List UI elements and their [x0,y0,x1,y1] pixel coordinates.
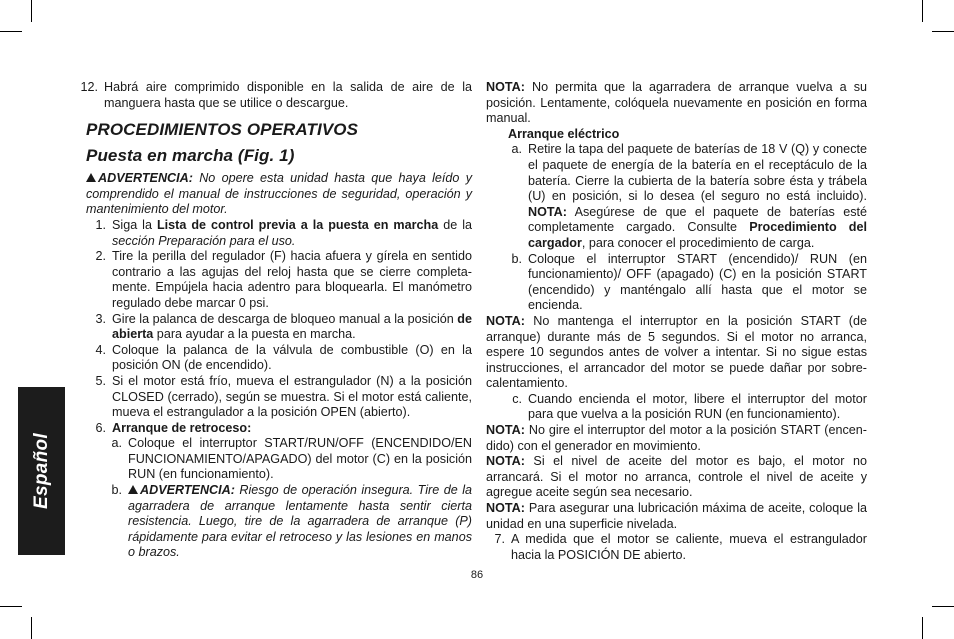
step-title: Arranque de retroceso: [112,420,252,435]
warning-triangle-icon [86,173,96,182]
step-2 [86,249,472,311]
warning-triangle-icon [128,485,138,494]
crop-mark-top-right-h [932,31,954,32]
step-number: 7. [494,532,505,547]
substep-letter: a. [111,436,122,451]
step-1 [86,218,472,249]
crop-mark-top-left-h [0,31,22,32]
note-label: NOTA: [486,423,525,438]
substep-letter: b. [111,483,122,498]
electric-start-heading: Arranque eléctrico [508,126,620,141]
language-tab-label: Español [30,432,52,510]
step-number: 12. [80,80,98,94]
step-text [112,312,472,343]
note-text: Para asegurar una lubricación máxima de aceite, coloque la unidad en una superficie nivelada. [486,501,867,531]
note-1 [486,80,867,127]
crop-mark-bottom-left-h [0,606,22,607]
substep-text-part: Asegúrese de que el paquete de baterías esté completamente cargado. Consulte [528,204,867,235]
note-label: NOTA: [486,313,525,328]
warning-text: Riesgo de operación insegura. Tire de la agarradera de arranque lentamente hasta sentir cierta resistencia. Luego, tire de la agarradera de arranque (P) rápidamente para evitar el retroceso y las lesiones en manos o brazos. [128,483,472,560]
electric-step-b [486,252,867,314]
warning-paragraph [86,171,472,218]
substep-text: Coloque el interruptor START (encendido)/ RUN (en funcionamiento)/ OFF (apagado) (C) en la posición START (encendido) y manténgalo allí hasta que el motor se encienda. [528,251,867,313]
crop-mark-bottom-right-v [922,617,923,639]
warning-label: ADVERTENCIA: [140,483,235,498]
step-number: 2. [95,249,106,264]
step-number: 3. [95,311,106,326]
crop-mark-bottom-right-h [932,606,954,607]
substep-text-part: , para conocer el procedimiento de carga. [581,235,815,250]
step-5 [86,374,472,421]
substep-letter: c. [512,391,522,406]
step-text: Si el motor está frío, mueva el estrangulador (N) a la posición CLOSED (cerrado), según se muestra. Si el motor está caliente, mueva el estrangulador a la posición OPEN (abierto). [112,373,472,420]
step-text: Coloque la palanca de la válvula de combustible (O) en la posición ON (de encendido). [112,342,472,373]
note-label: NOTA: [486,454,525,469]
step-text-part: Siga la [112,217,157,232]
section-reference: sección Preparación para el uso. [112,233,296,248]
crop-mark-bottom-left-v [31,617,32,639]
step-text: Tire la perilla del regulador (F) hacia afuera y gírela en sentido contrario a las agujas del reloj hasta que se cierre completa-mente. Empújela hacia adentro para bloquearla. El manómetro regulado debe marcar 0 psi. [112,249,472,310]
step-number: 6. [95,420,106,435]
substep-text: Coloque el interruptor START/RUN/OFF (ENCENDIDO/EN FUNCIONAMIENTO/APAGADO) del motor (C) en la posición RUN (en funcionamiento). [128,436,472,482]
step-text-part: Gire la palanca de descarga de bloqueo manual a la posición [112,311,458,326]
charger-procedure-reference: Procedimiento del cargador [528,220,867,250]
substep-text-part: Retire la tapa del paquete de baterías de 18 V (Q) y conecte el paquete de energía de la batería en el receptáculo de la batería. Cierre la cubierta de la batería sobre ésta y trábela (U) en posición, si lo desea (el seguro no está incluido). [528,142,867,204]
step-12 [78,80,472,111]
substep-letter: a. [511,142,522,157]
step-6b [86,483,472,561]
note-text: No permita que la agarradera de arranque vuelva a su posición. Lentamente, colóquela nuevamente en posición en forma manual. [486,80,867,126]
note-3 [486,423,867,454]
note-text: No mantenga el interruptor en la posición START (de arranque) durante más de 5 segundos. Si el motor no arranca, espere 10 segundos antes de volver a intentar. Si no sigue estas instrucciones, el arrancador del motor se puede dañar por sobre-calentamiento. [486,313,867,391]
note-label: NOTA: [486,80,525,94]
step-number: 4. [95,342,106,357]
electric-step-c [486,392,867,423]
checklist-reference: Lista de control previa a la puesta en marcha [156,217,439,232]
step-text [112,218,472,249]
note-text: Si el nivel de aceite del motor es bajo, el motor no arrancará. Si el motor no arranca, controle el nivel de aceite y agregue aceite según sea necesario. [486,454,867,500]
note-label: NOTA: [528,204,567,219]
warning-text: No opere esta unidad hasta que haya leído y comprendido el manual de instrucciones de seguridad, operación y mantenimiento del motor. [86,171,472,217]
note-label: NOTA: [486,501,525,516]
right-column [486,80,867,563]
note-text: No gire el interruptor del motor a la posición START (encen-dido) con el generador en movimiento. [486,423,867,453]
step-text-part: para ayudar a la puesta en marcha. [153,327,356,342]
language-side-tab [18,387,65,555]
crop-mark-top-right-v [922,0,923,22]
substep-text [528,142,867,251]
position-emphasis: de abierta [112,311,472,342]
substep-warning [128,483,472,561]
note-5 [486,501,867,532]
left-column [80,80,472,561]
step-6 [86,421,472,437]
substep-text: Cuando encienda el motor, libere el interruptor del motor para que vuelva a la posición RUN (en funcionamiento). [528,391,867,422]
step-6a [86,436,472,483]
warning-label: ADVERTENCIA: [98,171,193,186]
substep-letter: b. [511,251,522,266]
step-text: Habrá aire comprimido disponible en la salida de aire de la manguera hasta que se utilice o descargue. [104,80,472,110]
electric-step-a [486,142,867,251]
note-2 [486,314,867,392]
step-text-part: de la [438,217,472,232]
section-heading: PROCEDIMIENTOS OPERATIVOS [86,120,359,140]
step-number: 5. [95,373,106,388]
step-text: A medida que el motor se caliente, mueva el estrangulador hacia la POSICIÓN DE abierto. [511,532,867,562]
crop-mark-top-left-v [31,0,32,22]
subsection-heading: Puesta en marcha (Fig. 1) [86,146,295,166]
step-7 [486,532,867,563]
note-4 [486,454,867,501]
step-3 [86,312,472,343]
page-number: 86 [470,569,484,581]
step-number: 1. [95,217,106,232]
step-4 [86,343,472,374]
